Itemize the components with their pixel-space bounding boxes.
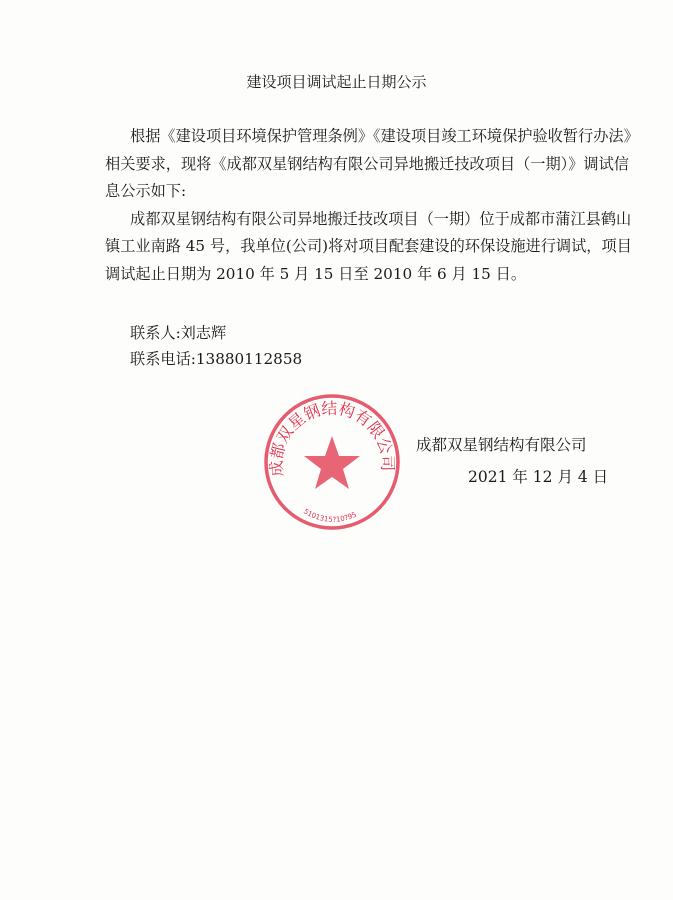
contact-phone: 联系电话:13880112858	[130, 350, 303, 368]
seal-number: 5101315?10?95	[302, 507, 358, 524]
paragraph-line: 相关要求，现将《成都双星钢结构有限公司异地搬迁技改项目（一期）》调试信	[105, 155, 629, 173]
paragraph-line: 镇工业南路 45 号，我单位(公司)将对项目配套建设的环保设施进行调试，项目	[105, 237, 632, 255]
seal-text: 成都双星钢结构有限公司	[266, 398, 398, 478]
contact-person: 联系人:刘志辉	[130, 324, 227, 342]
document-title: 建设项目调试起止日期公示	[246, 73, 427, 91]
paragraph-line: 根据《建设项目环境保护管理条例》《建设项目竣工环境保护验收暂行办法》	[130, 127, 639, 145]
seal-star-icon	[304, 436, 360, 489]
signature-company: 成都双星钢结构有限公司	[416, 436, 587, 454]
paragraph-line: 息公示如下:	[105, 182, 187, 200]
signature-date: 2021 年 12 月 4 日	[468, 468, 609, 486]
paragraph-line: 调试起止日期为 2010 年 5 月 15 日至 2010 年 6 月 15 日。	[105, 265, 527, 283]
paragraph-line: 成都双星钢结构有限公司异地搬迁技改项目（一期）位于成都市蒲江县鹤山	[130, 210, 632, 228]
company-seal-stamp	[262, 392, 402, 532]
